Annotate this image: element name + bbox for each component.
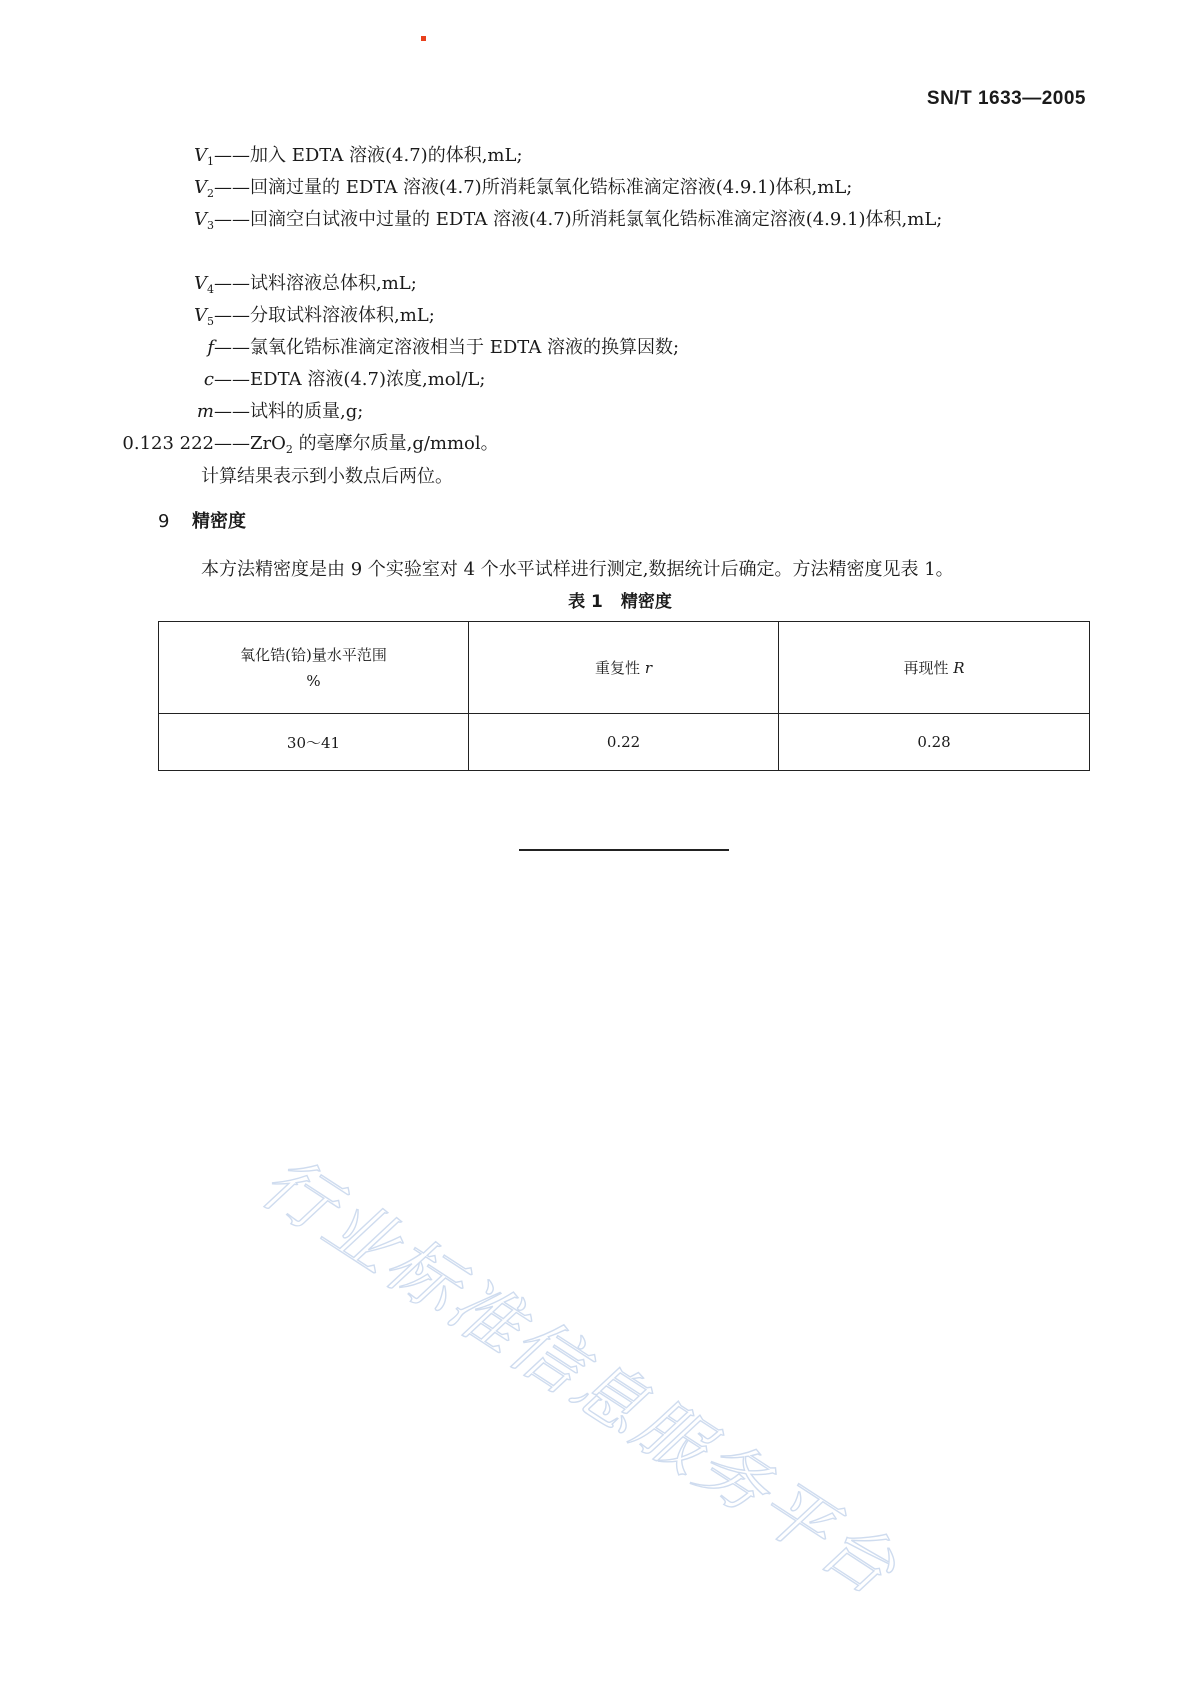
symbol: m—— <box>196 401 250 422</box>
definition-item <box>150 140 1090 172</box>
symbol: $V_3——$ <box>194 209 250 232</box>
header-cell-reproducibility: 再现性 R <box>779 622 1090 714</box>
end-rule <box>519 849 729 851</box>
definition-text: 分取试料溶液体积,mL; <box>250 305 435 326</box>
corner-mark <box>421 36 426 41</box>
precision-table <box>158 621 1090 771</box>
watermark: 行业标准信息服务平台 <box>247 1140 913 1613</box>
definition-text: 回滴过量的 EDTA 溶液(4.7)所消耗氯氧化锆标准滴定溶液(4.9.1)体积,mL; <box>250 177 853 198</box>
definition-text: 回滴空白试液中过量的 EDTA 溶液(4.7)所消耗氯氧化锆标准滴定溶液(4.9.1)体积,mL; <box>250 209 943 230</box>
symbol: c—— <box>203 369 250 390</box>
symbol: f—— <box>207 337 250 358</box>
definition-item <box>150 268 1090 300</box>
calculation-note: 计算结果表示到小数点后两位。 <box>201 466 453 487</box>
symbol: $V_2——$ <box>194 177 250 200</box>
symbol: $V_4——$ <box>194 273 250 296</box>
definition-text: 加入 EDTA 溶液(4.7)的体积,mL; <box>250 145 523 166</box>
section-title: 精密度 <box>192 511 246 532</box>
definition-text: 试料的质量,g; <box>250 401 364 422</box>
cell-range: 30～41 <box>159 714 469 771</box>
symbol: $V_1——$ <box>194 145 250 168</box>
definition-item <box>150 172 1090 204</box>
definition-text: ZrO$_2$ 的毫摩尔质量,g/mmol。 <box>250 433 499 456</box>
definition-text: 氯氧化锆标准滴定溶液相当于 EDTA 溶液的换算因数; <box>250 337 680 358</box>
section-heading <box>158 507 246 533</box>
symbol-definitions <box>122 140 1090 460</box>
symbol: $V_5——$ <box>194 305 250 328</box>
molar-mass-definition <box>122 428 1090 460</box>
table-row <box>159 714 1090 771</box>
standard-code: SN/T 1633—2005 <box>926 88 1086 109</box>
cell-repeatability: 0.22 <box>469 714 779 771</box>
definition-text: EDTA 溶液(4.7)浓度,mol/L; <box>250 369 486 390</box>
body-paragraph: 本方法精密度是由 9 个实验室对 4 个水平试样进行测定,数据统计后确定。方法精密度见表 1。 <box>201 559 954 580</box>
definition-item <box>150 364 1090 396</box>
definition-item <box>150 332 1090 364</box>
header-cell-range: 氧化锆(铪)量水平范围 % <box>159 622 469 714</box>
section-number: 9 <box>158 511 170 532</box>
molar-mass-value: 0.123 222—— <box>122 433 250 454</box>
header-cell-repeatability: 重复性 r <box>469 622 779 714</box>
table-caption <box>0 587 1190 612</box>
definition-item <box>150 204 1090 268</box>
definition-text: 试料溶液总体积,mL; <box>250 273 417 294</box>
table-header-row <box>159 622 1090 714</box>
table-caption-title: 精密度 <box>620 592 672 612</box>
definition-item <box>150 300 1090 332</box>
cell-reproducibility: 0.28 <box>779 714 1090 771</box>
definition-item <box>150 396 1090 428</box>
table-caption-label: 表 1 <box>568 592 603 612</box>
